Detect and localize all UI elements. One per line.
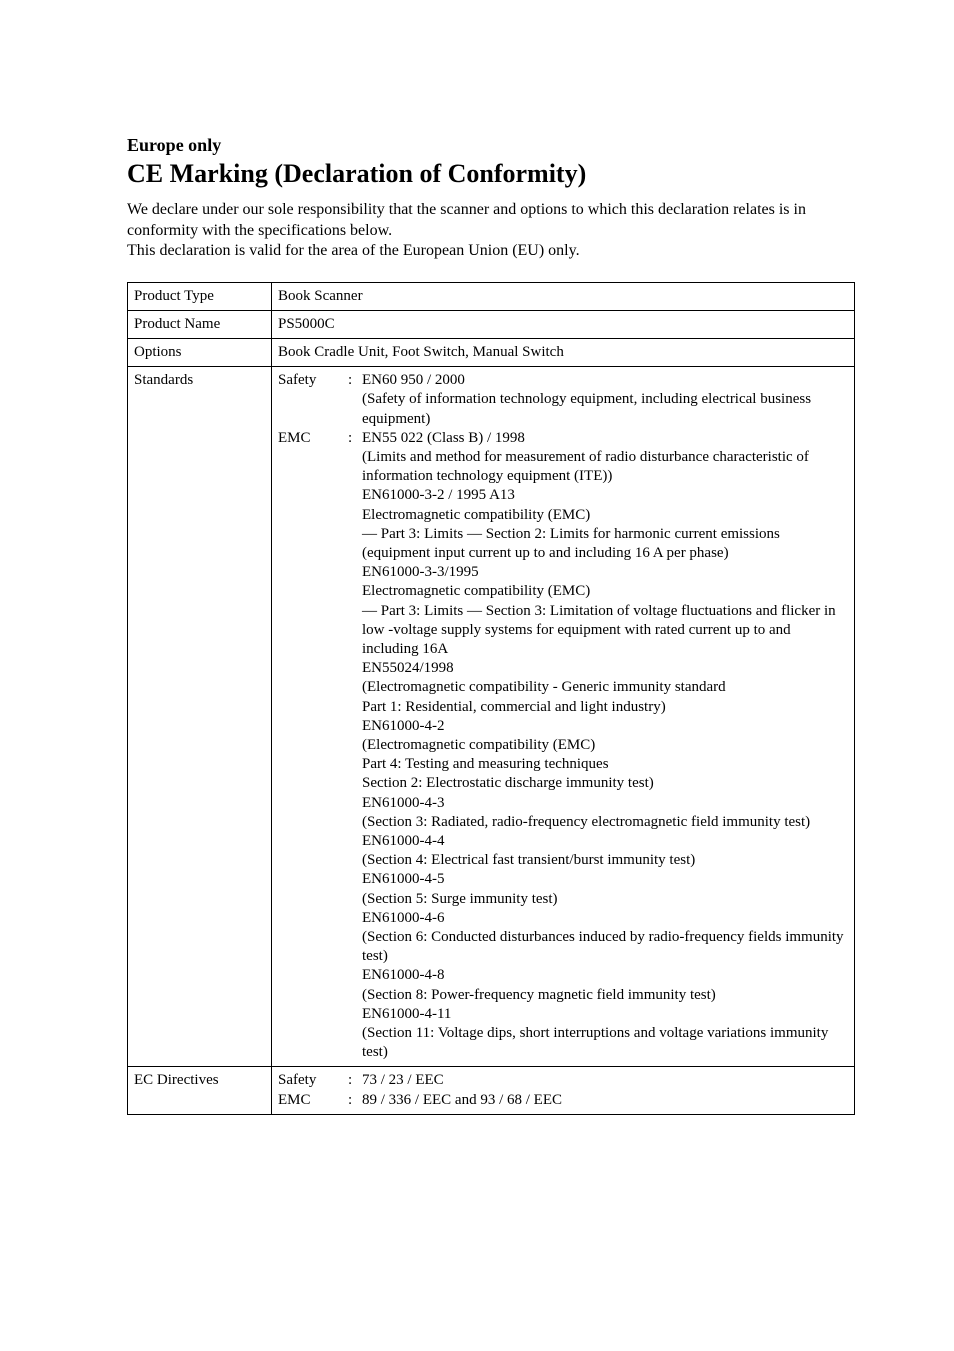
directives-emc (278, 1091, 848, 1110)
intro-paragraph-1: We declare under our sole responsibility that the scanner and options to which this declaration relates is in conformity with the specifications below. (127, 201, 806, 239)
standards-emc (278, 429, 848, 1063)
standards-safety (278, 371, 848, 429)
ec-directives-value (272, 1067, 855, 1114)
ec-directives-label: EC Directives (128, 1067, 272, 1114)
standard-line: EN61000-4-6 (362, 909, 445, 926)
intro-text (127, 200, 855, 262)
standard-line: — Part 3: Limits — Section 2: Limits for harmonic current emissions (equipment input current up to and including 16 A per phase) (362, 525, 780, 561)
standard-line: EN61000-4-11 (362, 1005, 452, 1022)
directives-safety (278, 1071, 848, 1090)
standard-line: EN61000-4-5 (362, 871, 445, 888)
standard-line: Electromagnetic compatibility (EMC) (362, 583, 591, 600)
conformity-table (127, 282, 855, 1115)
standard-line: EN55024/1998 (362, 660, 454, 677)
intro-paragraph-2: This declaration is valid for the area of the European Union (EU) only. (127, 242, 580, 259)
standard-line: (Limits and method for measurement of radio disturbance characteristic of information technology equipment (ITE)) (362, 448, 809, 485)
standards-emc-list (362, 429, 848, 1063)
table-row-ec-directives (128, 1067, 855, 1114)
standard-line: (Section 5: Surge immunity test) (362, 890, 558, 907)
standard-line: EN55 022 (Class B) / 1998 (362, 429, 525, 446)
table-row-product-name (128, 310, 855, 338)
directives-safety-colon: : (348, 1072, 353, 1089)
standard-line: Section 2: Electrostatic discharge immunity test) (362, 775, 654, 792)
table-row-product-type (128, 282, 855, 310)
product-type-value: Book Scanner (272, 282, 855, 310)
standard-line: EN61000-3-2 / 1995 A13 (362, 487, 515, 504)
region-heading: Europe only (127, 135, 222, 155)
product-type-label: Product Type (128, 282, 272, 310)
standard-line: EN61000-4-4 (362, 832, 445, 849)
standard-line: (Section 11: Voltage dips, short interruptions and voltage variations immunity test) (362, 1025, 829, 1061)
declaration-section (127, 133, 855, 1115)
standard-line: — Part 3: Limits — Section 3: Limitation of voltage fluctuations and flicker in low -voltage supply systems for equipment with rated current up to and including 16A (362, 602, 836, 657)
standards-emc-colon: : (348, 429, 353, 446)
standard-line: Part 1: Residential, commercial and light industry) (362, 698, 666, 715)
directives-safety-label: Safety (278, 1072, 317, 1089)
standard-line: EN60 950 / 2000 (362, 372, 465, 389)
options-label: Options (128, 338, 272, 366)
directives-emc-colon: : (348, 1091, 353, 1108)
standards-safety-label: Safety (278, 372, 317, 389)
standards-value (272, 367, 855, 1067)
options-value: Book Cradle Unit, Foot Switch, Manual Switch (272, 338, 855, 366)
standard-line: (Section 3: Radiated, radio-frequency electromagnetic field immunity test) (362, 813, 811, 830)
standard-line: (Electromagnetic compatibility (EMC) (362, 736, 596, 753)
standards-safety-list (362, 371, 848, 429)
directives-emc-value: 89 / 336 / EEC and 93 / 68 / EEC (362, 1091, 562, 1108)
table-row-standards (128, 367, 855, 1067)
standard-line: EN61000-3-3/1995 (362, 564, 479, 581)
standard-line: (Section 4: Electrical fast transient/burst immunity test) (362, 852, 696, 869)
standards-safety-colon: : (348, 372, 353, 389)
product-name-value: PS5000C (272, 310, 855, 338)
standard-line: (Safety of information technology equipment, including electrical business equipment) (362, 391, 812, 427)
page-title: CE Marking (Declaration of Conformity) (127, 159, 587, 188)
standard-line: EN61000-4-8 (362, 967, 445, 984)
standard-line: (Section 8: Power-frequency magnetic field immunity test) (362, 986, 716, 1003)
standard-line: EN61000-4-3 (362, 794, 445, 811)
standards-label: Standards (128, 367, 272, 1067)
directives-emc-label: EMC (278, 1091, 311, 1108)
standard-line: Part 4: Testing and measuring techniques (362, 756, 609, 773)
standard-line: Electromagnetic compatibility (EMC) (362, 506, 591, 523)
product-name-label: Product Name (128, 310, 272, 338)
standards-emc-label: EMC (278, 429, 311, 446)
standard-line: EN61000-4-2 (362, 717, 445, 734)
table-row-options (128, 338, 855, 366)
standard-line: (Section 6: Conducted disturbances induced by radio-frequency fields immunity test) (362, 929, 844, 965)
standard-line: (Electromagnetic compatibility - Generic immunity standard (362, 679, 726, 696)
directives-safety-value: 73 / 23 / EEC (362, 1072, 444, 1089)
